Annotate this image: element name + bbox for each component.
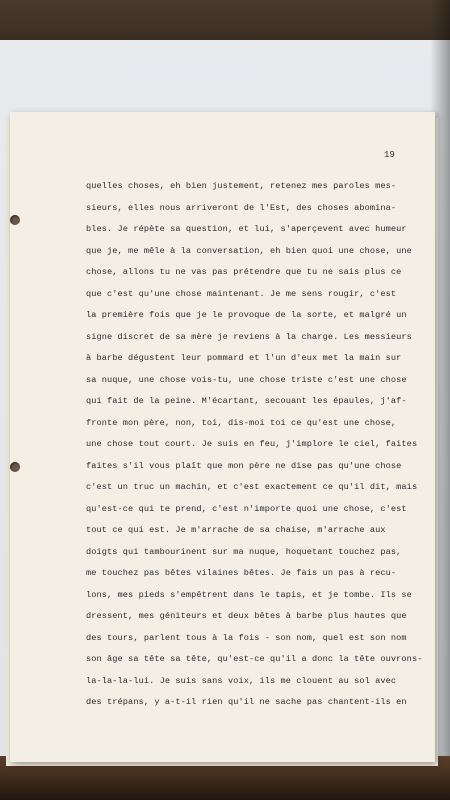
page-number: 19 — [384, 150, 395, 160]
text-line: à barbe dégustent leur pommard et l'un d'eux met la main sur — [86, 353, 402, 363]
text-line: des tours, parlent tous à la fois - son nom, quel est son nom — [86, 632, 407, 643]
text-line: fronte mon père, non, toi, dis-moi toi ce qu'est une chose, — [86, 417, 397, 428]
text-line: c'est un truc un machin, et c'est exactement ce qu'il dit, mais — [86, 482, 418, 492]
text-line: chose, allons tu ne vas pas prétendre que tu ne sais plus ce — [86, 267, 402, 277]
text-line: tout ce qui est. Je m'arrache de sa chaise, m'arrache aux — [86, 525, 386, 535]
text-line: quelles choses, eh bien justement, retenez mes paroles mes- — [86, 181, 397, 191]
text-line: des trépans, y a-t-il rien qu'il ne sache pas chantent-ils en — [86, 697, 407, 707]
punch-hole-top — [10, 215, 20, 225]
text-line: sieurs, elles nous arriveront de l'Est, des choses abomina- — [86, 202, 397, 213]
text-line: son âge sa tête sa tête, qu'est-ce qu'il a donc la tête ouvrons- — [86, 654, 423, 664]
text-line: que je, me mêle à la conversation, eh bien quoi une chose, une — [86, 245, 412, 256]
text-line: sa nuque, une chose vois-tu, une chose triste c'est une chose — [86, 374, 407, 385]
text-line: faites s'il vous plaît que mon père ne dise pas qu'une chose — [86, 460, 402, 471]
text-line: signe discret de sa mère je reviens à la charge. Les messieurs — [86, 331, 412, 342]
manuscript-text — [86, 176, 426, 714]
text-line: une chose tout court. Je suis en feu, j'implore le ciel, faites — [86, 439, 418, 449]
desk-surface-top — [0, 0, 450, 40]
text-line: bles. Je répète sa question, et lui, s'aperçevent avec humeur — [86, 224, 407, 234]
text-line: qui fait de la peine. M'écartant, secouant les épaules, j'af- — [86, 396, 407, 406]
punch-hole-bottom — [10, 462, 20, 472]
text-line: me touchez pas bêtes vilaines bêtes. Je fais un pas à recu- — [86, 568, 397, 578]
text-line: lons, mes pieds s'empêtrent dans le tapis, et je tombe. Ils se — [86, 589, 412, 600]
text-line: qu'est-ce qui te prend, c'est n'importe quoi une chose, c'est — [86, 503, 407, 514]
text-line: que c'est qu'une chose maintenant. Je me sens rougir, c'est — [86, 288, 397, 299]
text-line: la-la-la-lui. Je suis sans voix, ils me clouent au sol avec — [86, 675, 397, 686]
text-line: la première fois que je le provoque de la sorte, et malgré un — [86, 310, 407, 320]
text-line: doigts qui tambourinent sur ma nuque, hoquetant touchez pas, — [86, 546, 402, 557]
text-line: dressent, mes géniteurs et deux bêtes à barbe plus hautes que — [86, 611, 407, 621]
